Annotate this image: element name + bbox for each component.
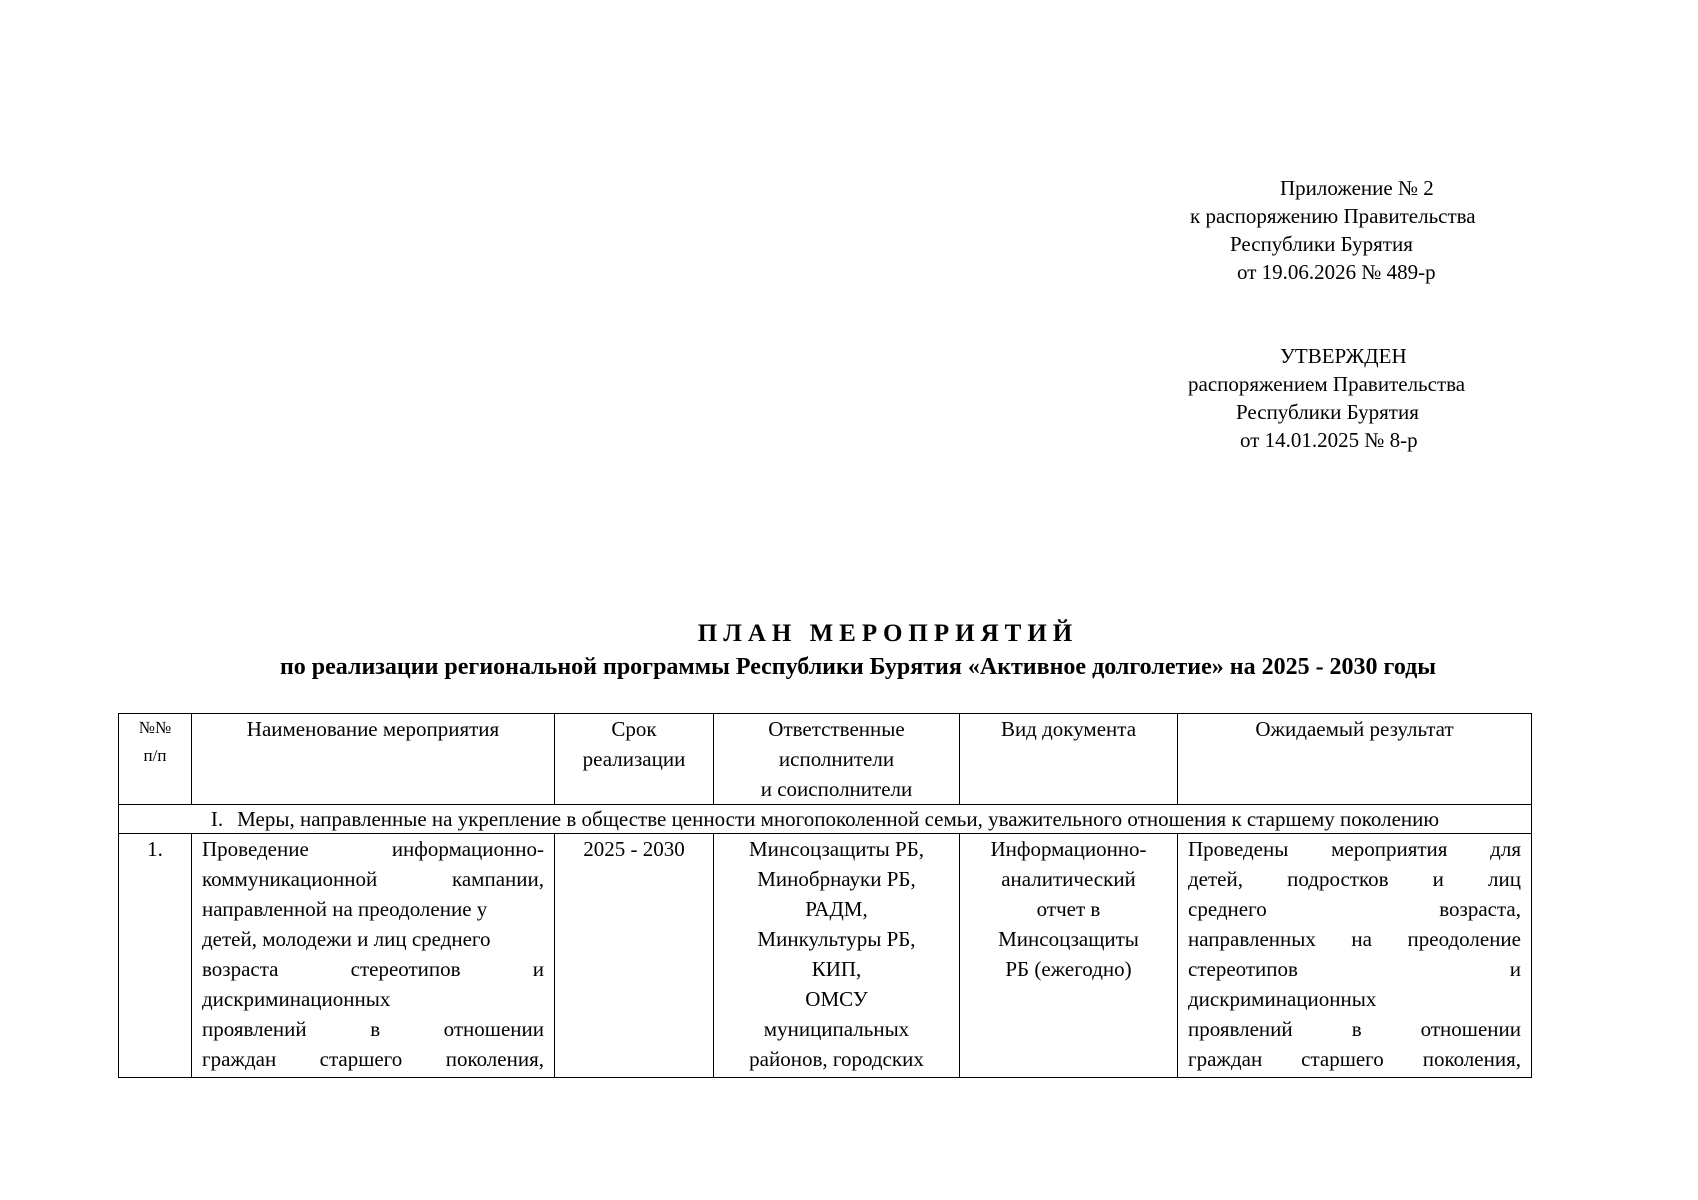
section-row — [119, 805, 1532, 834]
header-term: Срок реализации — [555, 714, 714, 805]
annex-block — [1160, 174, 1580, 286]
section-number: I. — [210, 807, 224, 831]
header-doc: Вид документа — [960, 714, 1178, 805]
row-responsible: Минсоцзащиты РБ, Минобрнауки РБ, РАДМ, Минкультуры РБ, КИП, ОМСУ муниципальных районов, городских — [714, 834, 960, 1078]
plan-table — [118, 713, 1532, 1078]
row-doc: Информационно- аналитический отчет в Минсоцзащиты РБ (ежегодно) — [960, 834, 1178, 1078]
row-num: 1. — [119, 834, 192, 1078]
header-responsible: Ответственные исполнители и соисполнители — [714, 714, 960, 805]
annex-line: от 19.06.2026 № 489-р — [1237, 260, 1436, 284]
approval-line: распоряжением Правительства — [1188, 372, 1466, 396]
section-heading — [119, 805, 1532, 834]
approval-line: Республики Бурятия — [1236, 400, 1419, 424]
header-num: №№ п/п — [119, 714, 192, 805]
row-name: Проведение информационно- коммуникационной кампании, направленной на преодоление у детей, молодежи и лиц среднего возраста стереотипов и дискриминационных проявлений в отношении граждан старшего поколения, — [192, 834, 555, 1078]
annex-line: Республики Бурятия — [1230, 232, 1413, 256]
plan-subtitle: по реализации региональной программы Республики Бурятия «Активное долголетие» на 2025 - 2030 годы — [279, 654, 1437, 680]
approval-block — [1160, 342, 1580, 454]
header-result: Ожидаемый результат — [1178, 714, 1532, 805]
plan-title: ПЛАН МЕРОПРИЯТИЙ — [697, 620, 1079, 647]
annex-line: к распоряжению Правительства — [1190, 204, 1476, 228]
row-result: Проведены мероприятия для детей, подростков и лиц среднего возраста, направленных на преодоление стереотипов и дискриминационных проявлений в отношении граждан старшего поколения, — [1178, 834, 1532, 1078]
section-text: Меры, направленные на укрепление в обществе ценности многопоколенной семьи, уважительного отношения к старшему поколению — [237, 807, 1440, 831]
row-term: 2025 - 2030 — [555, 834, 714, 1078]
annex-line: Приложение № 2 — [1280, 176, 1434, 200]
approval-line: УТВЕРЖДЕН — [1280, 344, 1407, 368]
approval-line: от 14.01.2025 № 8-р — [1240, 428, 1418, 452]
table-header-row — [119, 714, 1532, 805]
header-name: Наименование мероприятия — [192, 714, 555, 805]
table-row — [119, 834, 1532, 1078]
